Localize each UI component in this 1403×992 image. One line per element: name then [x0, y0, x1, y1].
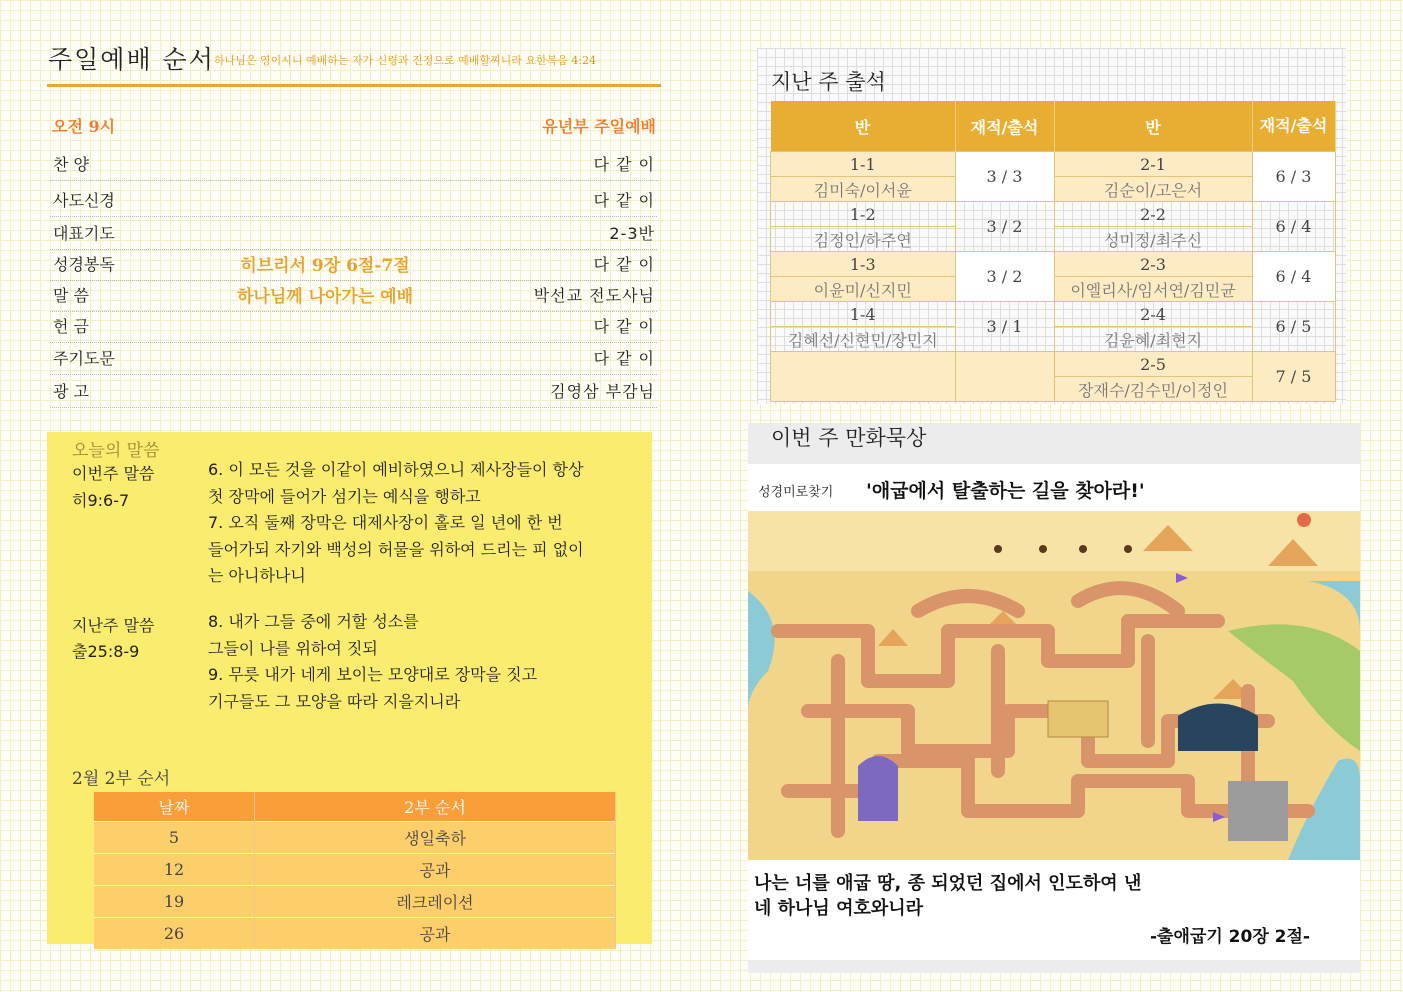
verse-line: 9. 무릇 내가 네게 보이는 모양대로 장막을 짓고	[208, 665, 538, 684]
teacher-names: 김순이/고은서	[1054, 177, 1252, 202]
count-cell: 3 / 1	[955, 302, 1054, 352]
column-header-count: 재적/출석	[1252, 101, 1335, 152]
class-name: 1-4	[771, 302, 956, 327]
cartoon-title: 이번 주 만화묵상	[771, 426, 927, 450]
order-detail: 히브리서 9장 6절-7절	[240, 256, 410, 276]
second-part-table	[94, 792, 616, 949]
order-row	[50, 312, 657, 343]
count-cell: 6 / 3	[1252, 152, 1335, 202]
class-name: 1-3	[771, 252, 956, 277]
order-item: 사도신경	[53, 191, 115, 210]
last-week-text	[208, 609, 630, 715]
table-header-row	[771, 101, 1336, 152]
order-divider	[47, 84, 661, 87]
table-header-row	[94, 792, 616, 822]
attendance-table	[770, 101, 1336, 402]
order-leader: 2-3반	[609, 224, 655, 243]
order-row	[50, 219, 657, 250]
class-name: 2-4	[1054, 302, 1252, 327]
program-cell: 공과	[255, 854, 616, 886]
teacher-names: 이엘리사/임서연/김민균	[1054, 277, 1252, 302]
caption-reference: -출애굽기 20장 2절-	[1150, 927, 1310, 947]
teacher-names: 장재수/김수민/이정인	[1054, 377, 1252, 402]
order-item: 찬 양	[53, 155, 89, 174]
class-name: 2-2	[1054, 202, 1252, 227]
verse-line: 그들이 나를 위하여 짓되	[208, 638, 378, 658]
order-verse: 하나님은 영이시니 예배하는 자가 신령과 진정으로 예배할찌니라 요한복음 4:24	[214, 54, 597, 67]
service-name: 유년부 주일예배	[542, 117, 656, 136]
second-part-heading: 2월 2부 순서	[72, 769, 171, 789]
order-row	[50, 377, 657, 408]
count-cell: 3 / 2	[955, 252, 1054, 302]
count-cell: 3 / 3	[955, 152, 1054, 202]
order-item: 성경봉독	[53, 255, 115, 274]
caption-line: 네 하나님 여호와니라	[754, 898, 924, 919]
class-name: 2-1	[1054, 152, 1252, 177]
count-cell: 3 / 2	[955, 202, 1054, 252]
table-row	[771, 252, 1336, 277]
table-row	[771, 152, 1336, 177]
order-row	[50, 150, 657, 181]
caption-line: 나는 너를 애굽 땅, 종 되었던 집에서 인도하여 낸	[754, 873, 1142, 894]
class-name: 2-3	[1054, 252, 1252, 277]
table-row	[771, 302, 1336, 327]
count-cell	[955, 352, 1054, 402]
teacher-names: 김미숙/이서윤	[771, 177, 956, 202]
order-detail: 하나님께 나아가는 예배	[236, 287, 414, 307]
table-row	[94, 822, 616, 854]
order-leader: 다 같 이	[593, 317, 655, 336]
table-row	[94, 886, 616, 918]
teacher-names: 김혜선/신현민/장민지	[771, 327, 956, 352]
date-cell: 19	[94, 886, 255, 918]
count-cell: 6 / 4	[1252, 252, 1335, 302]
this-week-label: 이번주 말씀	[72, 464, 155, 483]
last-week-label: 지난주 말씀	[72, 616, 155, 635]
this-week-reference: 히9:6-7	[72, 491, 130, 510]
teacher-names: 김윤혜/최현지	[1054, 327, 1252, 352]
verse-line: 기구들도 그 모양을 따라 지을지니라	[208, 691, 461, 711]
order-item: 광 고	[53, 382, 89, 401]
count-cell: 6 / 5	[1252, 302, 1335, 352]
table-row	[94, 918, 616, 950]
order-leader: 박선교 전도사님	[533, 286, 655, 305]
program-cell: 공과	[255, 918, 616, 950]
order-item: 말 씀	[53, 286, 89, 305]
table-row	[771, 202, 1336, 227]
service-time: 오전 9시	[52, 117, 116, 136]
verse-line: 6. 이 모든 것을 이같이 예비하였으니 제사장들이 항상	[208, 460, 584, 479]
teacher-names: 성미정/최주신	[1054, 227, 1252, 252]
class-name: 1-2	[771, 202, 956, 227]
teacher-names: 이윤미/신지민	[771, 277, 956, 302]
verse-line: 7. 오직 둘째 장막은 대제사장이 홀로 일 년에 한 번	[208, 513, 563, 532]
column-header-date: 날짜	[94, 792, 255, 822]
order-leader: 다 같 이	[593, 255, 655, 274]
count-cell: 7 / 5	[1252, 352, 1335, 402]
program-cell: 생일축하	[255, 822, 616, 854]
maze-heading: '애굽에서 탈출하는 길을 찾아라!'	[866, 480, 1145, 502]
order-row	[50, 281, 657, 312]
order-row	[50, 250, 657, 281]
last-week-reference: 출25:8-9	[72, 642, 140, 661]
class-name: 2-5	[1054, 352, 1252, 377]
column-header-class: 반	[1054, 101, 1252, 152]
teacher-names: 김정인/하주연	[771, 227, 956, 252]
date-cell: 26	[94, 918, 255, 950]
verse-line: 첫 장막에 들어가 섬기는 예식을 행하고	[208, 486, 481, 506]
table-row	[94, 854, 616, 886]
date-cell: 12	[94, 854, 255, 886]
order-leader: 김영삼 부감님	[550, 382, 655, 401]
column-header-program: 2부 순서	[255, 792, 616, 822]
order-item: 대표기도	[53, 224, 115, 243]
column-header-class: 반	[771, 101, 956, 152]
word-heading: 오늘의 말씀	[72, 441, 160, 461]
attendance-title: 지난 주 출석	[771, 70, 886, 94]
order-leader: 다 같 이	[593, 155, 655, 174]
maze-label: 성경미로찾기	[758, 485, 834, 500]
verse-line: 8. 내가 그들 중에 거할 성소를	[208, 612, 419, 631]
column-header-count: 재적/출석	[955, 101, 1054, 152]
verse-line: 들어가되 자기와 백성의 허물을 위하여 드리는 피 없이	[208, 539, 584, 559]
order-leader: 다 같 이	[593, 191, 655, 210]
program-cell: 레크레이션	[255, 886, 616, 918]
class-name: 1-1	[771, 152, 956, 177]
count-cell: 6 / 4	[1252, 202, 1335, 252]
this-week-text	[208, 457, 630, 590]
date-cell: 5	[94, 822, 255, 854]
order-leader: 다 같 이	[593, 349, 655, 368]
order-row	[50, 186, 657, 217]
class-name	[771, 352, 956, 402]
verse-line: 는 아니하나니	[208, 566, 306, 585]
order-title: 주일예배 순서	[48, 45, 215, 74]
order-item: 주기도문	[53, 349, 115, 368]
order-row	[50, 344, 657, 375]
order-item: 헌 금	[53, 317, 89, 336]
maze-illustration	[748, 511, 1360, 860]
table-row	[771, 352, 1336, 377]
